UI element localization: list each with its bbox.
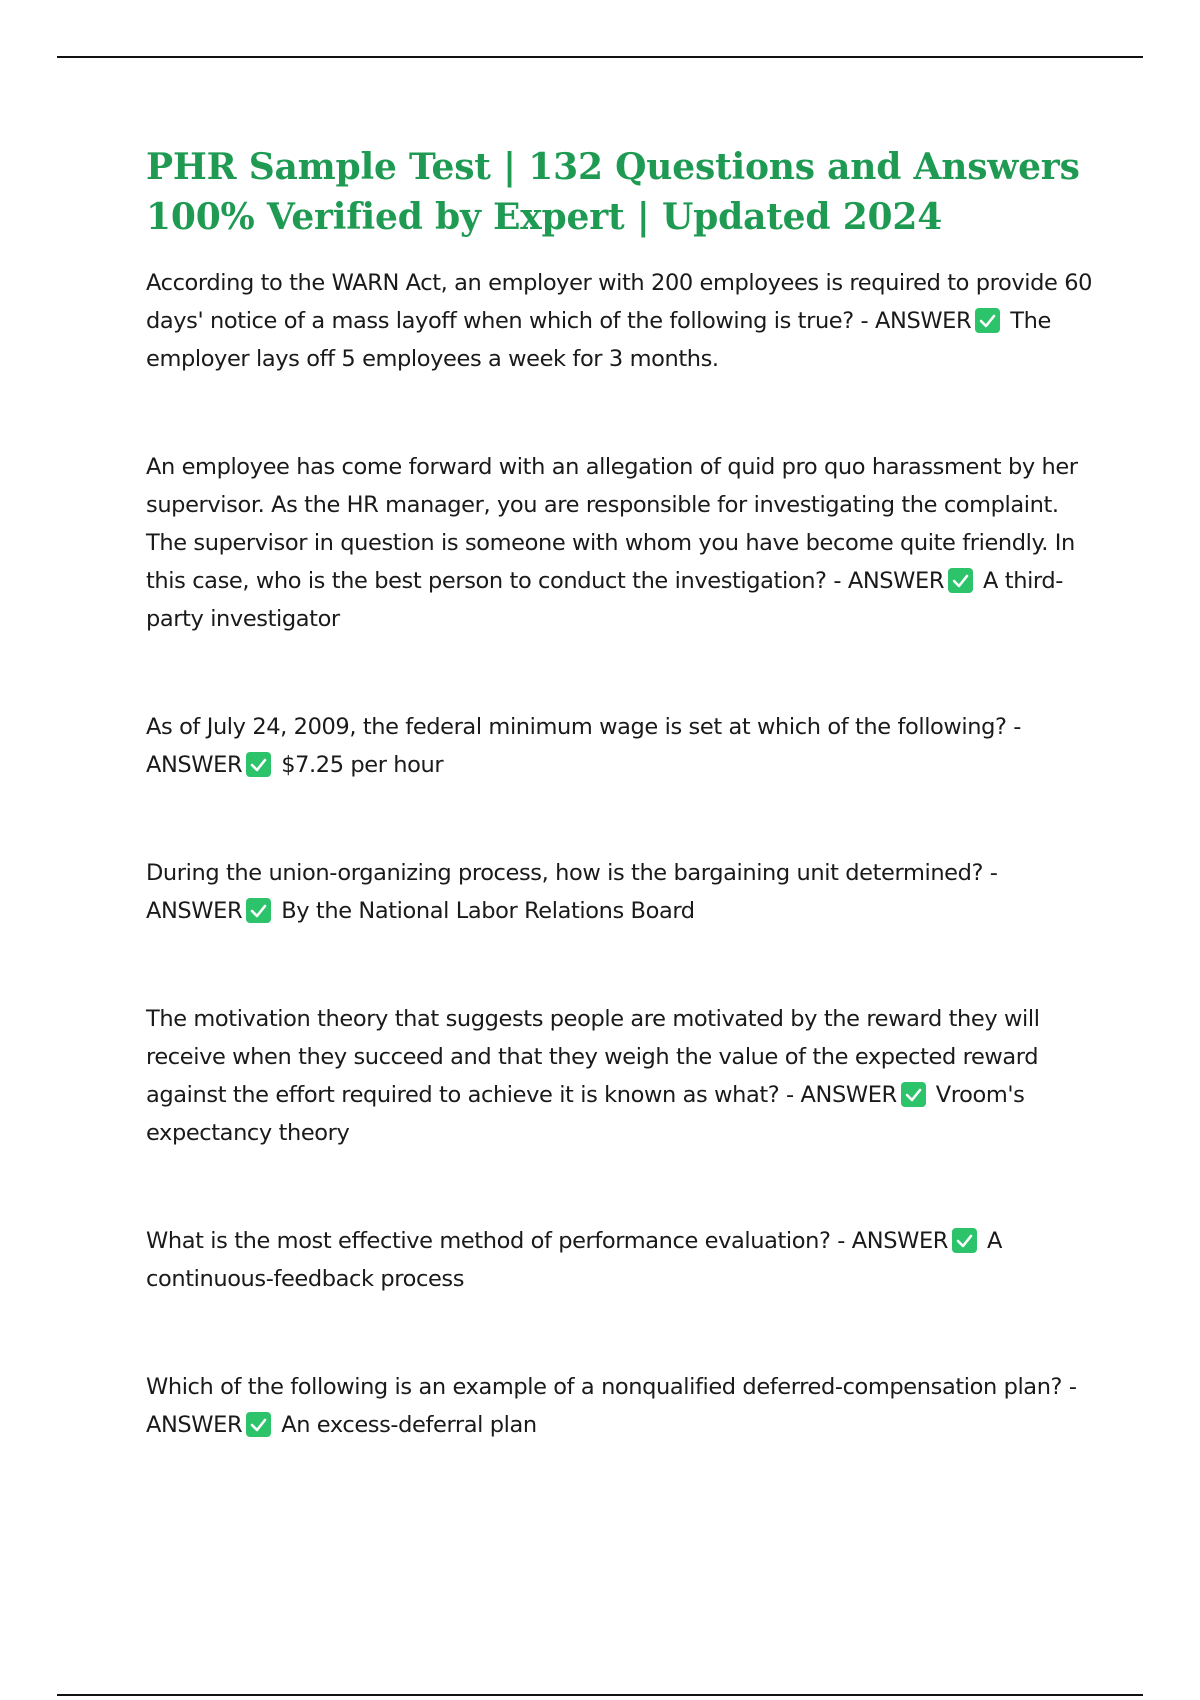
answer-label: ANSWER [146, 1412, 243, 1438]
answer-text: Vroom's expectancy theory [146, 1082, 1025, 1146]
bottom-rule [57, 1694, 1143, 1696]
qa-item [146, 1000, 1096, 1152]
answer-text: A third-party investigator [146, 568, 1063, 632]
document-title: PHR Sample Test | 132 Questions and Answers 100% Verified by Expert | Updated 2024 [146, 146, 1080, 238]
answer-text: A continuous-feedback process [146, 1228, 1002, 1292]
answer-text: $7.25 per hour [281, 752, 444, 778]
check-mark-icon [246, 752, 271, 777]
answer-label: ANSWER [800, 1082, 897, 1108]
answer-label: ANSWER [847, 568, 945, 594]
answer-label: ANSWER [146, 752, 243, 778]
check-mark-icon [948, 568, 973, 593]
answer-text: By the National Labor Relations Board [281, 898, 695, 924]
answer-text: The employer lays off 5 employees a week for 3 months. [146, 308, 1051, 372]
answer-text: An excess-deferral plan [281, 1412, 537, 1438]
question-text: As of July 24, 2009, the federal minimum wage is set at which of the following? - [146, 714, 1022, 740]
qa-item [146, 1368, 1096, 1444]
question-text: The motivation theory that suggests people are motivated by the reward they will receive when they succeed and that they weigh the value of the expected reward against the effort required to achieve it is known as what? - [146, 1006, 1040, 1108]
question-text: An employee has come forward with an allegation of quid pro quo harassment by her supervisor. As the HR manager, you are responsible for investigating the complaint. The supervisor in question is someone with whom you have become quite friendly. In this case, who is the best person to conduct the investigation? - [146, 454, 1078, 594]
check-mark-icon [901, 1082, 926, 1107]
question-text: What is the most effective method of performance evaluation? - [146, 1228, 846, 1254]
document-body [146, 142, 1096, 1514]
qa-item [146, 264, 1096, 378]
answer-label: ANSWER [851, 1228, 948, 1254]
check-mark-icon [246, 898, 271, 923]
question-text: According to the WARN Act, an employer with 200 employees is required to provide 60 days' notice of a mass layoff when which of the following is true? - [146, 270, 1093, 334]
question-text: Which of the following is an example of a nonqualified deferred-compensation plan? - [146, 1374, 1077, 1400]
question-text: During the union-organizing process, how is the bargaining unit determined? - [146, 860, 998, 886]
qa-item [146, 708, 1096, 784]
qa-item [146, 1222, 1096, 1298]
qa-item [146, 854, 1096, 930]
check-mark-icon [952, 1228, 977, 1253]
top-rule [57, 56, 1143, 58]
check-mark-icon [246, 1412, 271, 1437]
answer-label: ANSWER [146, 898, 243, 924]
answer-label: ANSWER [875, 308, 972, 334]
qa-item [146, 448, 1096, 638]
check-mark-icon [975, 308, 1000, 333]
